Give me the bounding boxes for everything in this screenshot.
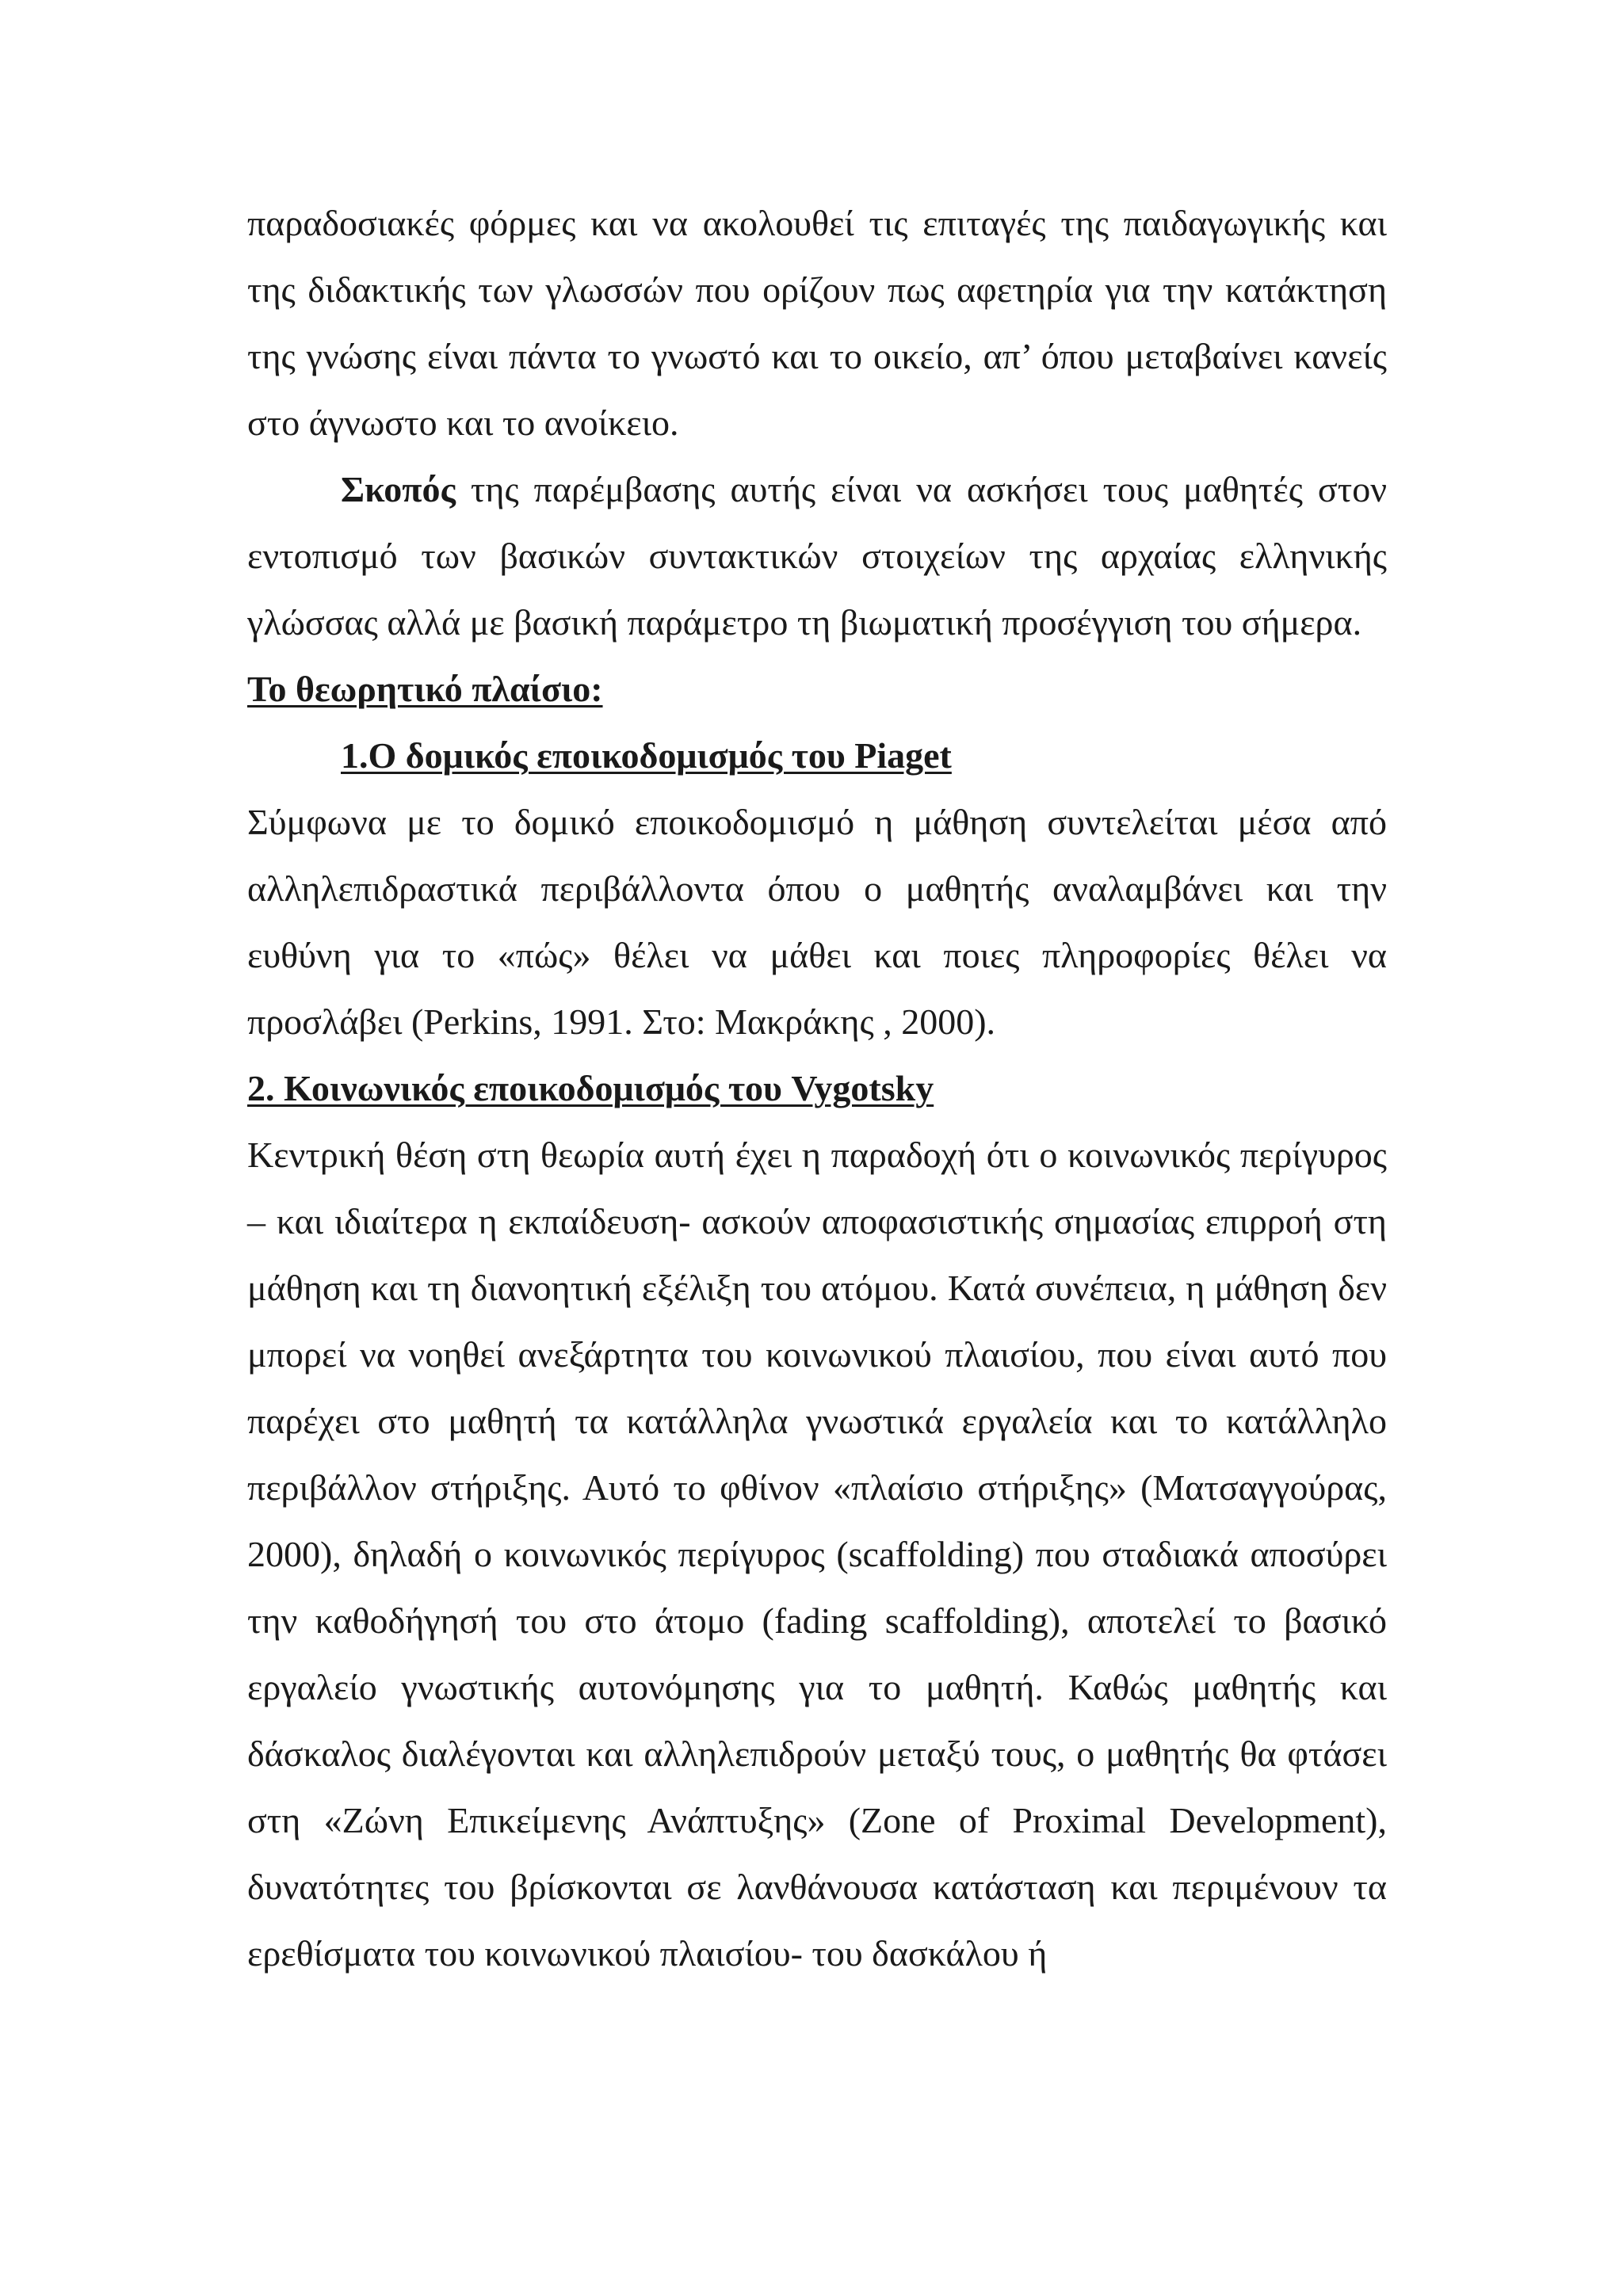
aim-lead-word: Σκοπός bbox=[341, 469, 456, 509]
paragraph-intro-continuation: παραδοσιακές φόρμες και να ακολουθεί τις επιταγές της παιδαγωγικής και της διδακτικής των γλωσσών που ορίζουν πως αφετηρία για την κατάκτηση της γνώσης είναι πάντα το γνωστό και το οικείο, απ’ όπου μεταβαίνει κανείς στο άγνωστο και το ανοίκειο. bbox=[247, 203, 1387, 443]
paragraph-aim bbox=[247, 456, 1387, 656]
aim-text: της παρέμβασης αυτής είναι να ασκήσει τους μαθητές στον εντοπισμό των βασικών συντακτικών στοιχείων της αρχαίας ελληνικής γλώσσας αλλά με βασική παράμετρο τη βιωματική προσέγγιση του σήμερα. bbox=[247, 469, 1387, 643]
document-page bbox=[247, 190, 1387, 1987]
heading-theoretical-framework bbox=[247, 656, 1387, 723]
heading-piaget-text: 1.Ο δομικός εποικοδομισμός του Piaget bbox=[341, 735, 952, 776]
paragraph-piaget: Σύμφωνα με το δομικό εποικοδομισμό η μάθηση συντελείται μέσα από αλληλεπιδραστικά περιβάλλοντα όπου ο μαθητής αναλαμβάνει και την ευθύνη για το «πώς» θέλει να μάθει και ποιες πληροφορίες θέλει να προσλάβει (Perkins, 1991. Στο: Μακράκης , 2000). bbox=[247, 802, 1387, 1042]
heading-theoretical-framework-text: Το θεωρητικό πλαίσιο: bbox=[247, 669, 603, 709]
paragraph-vygotsky: Κεντρική θέση στη θεωρία αυτή έχει η παραδοχή ότι ο κοινωνικός περίγυρος – και ιδιαίτερα η εκπαίδευση- ασκούν αποφασιστικής σημασίας επιρροή στη μάθηση και τη διανοητική εξέλιξη του ατόμου. Κατά συνέπεια, η μάθηση δεν μπορεί να νοηθεί ανεξάρτητα του κοινωνικού πλαισίου, που είναι αυτό που παρέχει στο μαθητή τα κατάλληλα γνωστικά εργαλεία και το κατάλληλο περιβάλλον στήριξης. Αυτό το φθίνον «πλαίσιο στήριξης» (Ματσαγγούρας, 2000), δηλαδή ο κοινωνικός περίγυρος (scaffolding) που σταδιακά αποσύρει την καθοδήγησή του στο άτομο (fading scaffolding), αποτελεί το βασικό εργαλείο γνωστικής αυτονόμησης για το μαθητή. Καθώς μαθητής και δάσκαλος διαλέγονται και αλληλεπιδρούν μεταξύ τους, ο μαθητής θα φτάσει στη «Ζώνη Επικείμενης Ανάπτυξης» (Zone of Proximal Development), δυνατότητες του βρίσκονται σε λανθάνουσα κατάσταση και περιμένουν τα ερεθίσματα του κοινωνικού πλαισίου- του δασκάλου ή bbox=[247, 1135, 1387, 1974]
heading-piaget bbox=[247, 723, 1387, 789]
heading-vygotsky bbox=[247, 1055, 1387, 1122]
heading-vygotsky-text: 2. Κοινωνικός εποικοδομισμός του Vygotsky bbox=[247, 1068, 934, 1108]
